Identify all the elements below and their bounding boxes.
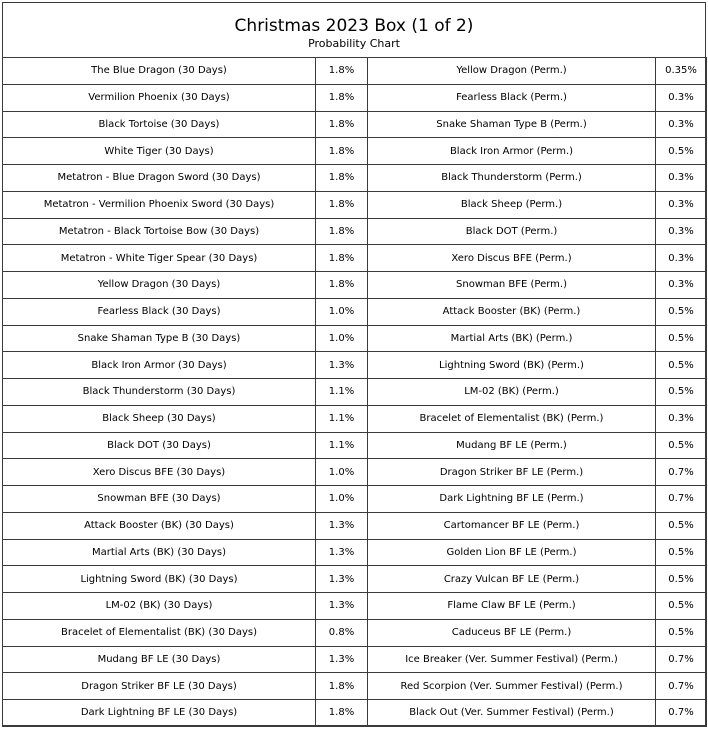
probability-cell: 1.8% [316,138,368,165]
item-name-cell: Lightning Sword (BK) (Perm.) [368,352,656,379]
probability-cell: 0.3% [656,218,707,245]
item-name-cell: Black DOT (Perm.) [368,218,656,245]
item-name-cell: Metatron - Black Tortoise Bow (30 Days) [3,218,316,245]
probability-cell: 0.5% [656,619,707,646]
item-name-cell: Black DOT (30 Days) [3,432,316,459]
item-name-cell: Black Sheep (Perm.) [368,191,656,218]
probability-cell: 1.3% [316,512,368,539]
probability-cell: 0.5% [656,352,707,379]
item-name-cell: Black Tortoise (30 Days) [3,111,316,138]
table-row [3,673,707,700]
probability-cell: 1.0% [316,325,368,352]
probability-cell: 1.3% [316,352,368,379]
probability-cell: 1.8% [316,245,368,272]
probability-cell: 1.0% [316,459,368,486]
probability-cell: 0.7% [656,459,707,486]
probability-cell: 0.3% [656,245,707,272]
item-name-cell: Dark Lightning BF LE (Perm.) [368,486,656,513]
item-name-cell: Xero Discus BFE (Perm.) [368,245,656,272]
item-name-cell: The Blue Dragon (30 Days) [3,58,316,85]
probability-cell: 1.8% [316,84,368,111]
item-name-cell: Snowman BFE (30 Days) [3,486,316,513]
probability-cell: 0.5% [656,379,707,406]
probability-cell: 0.8% [316,619,368,646]
page-subtitle: Probability Chart [308,37,400,50]
item-name-cell: Fearless Black (30 Days) [3,298,316,325]
item-name-cell: Attack Booster (BK) (30 Days) [3,512,316,539]
table-row [3,191,707,218]
page-title: Christmas 2023 Box (1 of 2) [234,16,474,36]
probability-cell: 1.8% [316,191,368,218]
probability-cell: 1.0% [316,486,368,513]
item-name-cell: LM-02 (BK) (Perm.) [368,379,656,406]
item-name-cell: Metatron - White Tiger Spear (30 Days) [3,245,316,272]
item-name-cell: Black Thunderstorm (Perm.) [368,165,656,192]
probability-cell: 0.5% [656,512,707,539]
item-name-cell: Snake Shaman Type B (30 Days) [3,325,316,352]
probability-cell: 0.5% [656,539,707,566]
item-name-cell: Yellow Dragon (30 Days) [3,272,316,299]
table-row [3,272,707,299]
item-name-cell: Snowman BFE (Perm.) [368,272,656,299]
table-row [3,539,707,566]
item-name-cell: Golden Lion BF LE (Perm.) [368,539,656,566]
item-name-cell: Snake Shaman Type B (Perm.) [368,111,656,138]
probability-cell: 1.1% [316,405,368,432]
item-name-cell: Martial Arts (BK) (Perm.) [368,325,656,352]
probability-cell: 0.7% [656,646,707,673]
probability-cell: 0.5% [656,298,707,325]
item-name-cell: LM-02 (BK) (30 Days) [3,593,316,620]
item-name-cell: Ice Breaker (Ver. Summer Festival) (Perm.) [368,646,656,673]
table-row [3,486,707,513]
item-name-cell: Dragon Striker BF LE (Perm.) [368,459,656,486]
table-row [3,593,707,620]
probability-cell: 0.7% [656,486,707,513]
probability-cell: 1.8% [316,165,368,192]
item-name-cell: Lightning Sword (BK) (30 Days) [3,566,316,593]
probability-cell: 0.3% [656,272,707,299]
probability-cell: 0.3% [656,191,707,218]
probability-cell: 0.5% [656,566,707,593]
probability-cell: 0.7% [656,700,707,727]
item-name-cell: Caduceus BF LE (Perm.) [368,619,656,646]
probability-cell: 1.1% [316,379,368,406]
item-name-cell: Black Iron Armor (Perm.) [368,138,656,165]
probability-cell: 0.7% [656,673,707,700]
probability-cell: 1.8% [316,700,368,727]
item-name-cell: Bracelet of Elementalist (BK) (Perm.) [368,405,656,432]
item-name-cell: Fearless Black (Perm.) [368,84,656,111]
item-name-cell: Dragon Striker BF LE (30 Days) [3,673,316,700]
probability-chart [2,2,706,726]
table-row [3,245,707,272]
probability-cell: 0.3% [656,165,707,192]
item-name-cell: Vermilion Phoenix (30 Days) [3,84,316,111]
probability-cell: 1.8% [316,58,368,85]
probability-cell: 1.1% [316,432,368,459]
table-row [3,619,707,646]
probability-cell: 1.8% [316,673,368,700]
table-row [3,379,707,406]
table-row [3,218,707,245]
item-name-cell: Metatron - Blue Dragon Sword (30 Days) [3,165,316,192]
table-row [3,432,707,459]
item-name-cell: Black Out (Ver. Summer Festival) (Perm.) [368,700,656,727]
table-row [3,84,707,111]
table-row [3,352,707,379]
probability-cell: 0.5% [656,432,707,459]
item-name-cell: Dark Lightning BF LE (30 Days) [3,700,316,727]
probability-cell: 0.5% [656,325,707,352]
probability-cell: 0.35% [656,58,707,85]
table-row [3,405,707,432]
item-name-cell: Yellow Dragon (Perm.) [368,58,656,85]
probability-cell: 0.5% [656,138,707,165]
item-name-cell: Mudang BF LE (Perm.) [368,432,656,459]
table-row [3,165,707,192]
probability-cell: 0.3% [656,111,707,138]
chart-header [3,3,705,58]
table-row [3,111,707,138]
table-row [3,566,707,593]
probability-cell: 0.3% [656,84,707,111]
table-row [3,646,707,673]
probability-cell: 1.3% [316,646,368,673]
item-name-cell: Metatron - Vermilion Phoenix Sword (30 Days) [3,191,316,218]
item-name-cell: Mudang BF LE (30 Days) [3,646,316,673]
item-name-cell: Black Sheep (30 Days) [3,405,316,432]
item-name-cell: Crazy Vulcan BF LE (Perm.) [368,566,656,593]
item-name-cell: Xero Discus BFE (30 Days) [3,459,316,486]
item-name-cell: Black Thunderstorm (30 Days) [3,379,316,406]
table-row [3,512,707,539]
table-row [3,700,707,727]
probability-cell: 0.3% [656,405,707,432]
item-name-cell: Red Scorpion (Ver. Summer Festival) (Perm.) [368,673,656,700]
table-row [3,58,707,85]
item-name-cell: Martial Arts (BK) (30 Days) [3,539,316,566]
probability-cell: 1.3% [316,566,368,593]
probability-cell: 1.8% [316,111,368,138]
table-row [3,138,707,165]
probability-cell: 1.3% [316,593,368,620]
item-name-cell: Flame Claw BF LE (Perm.) [368,593,656,620]
item-name-cell: Bracelet of Elementalist (BK) (30 Days) [3,619,316,646]
item-name-cell: Attack Booster (BK) (Perm.) [368,298,656,325]
probability-cell: 0.5% [656,593,707,620]
item-name-cell: Cartomancer BF LE (Perm.) [368,512,656,539]
probability-table [2,57,707,727]
probability-cell: 1.8% [316,272,368,299]
item-name-cell: White Tiger (30 Days) [3,138,316,165]
probability-cell: 1.0% [316,298,368,325]
probability-cell: 1.8% [316,218,368,245]
table-row [3,325,707,352]
probability-rows [3,58,707,727]
table-row [3,298,707,325]
probability-cell: 1.3% [316,539,368,566]
table-row [3,459,707,486]
item-name-cell: Black Iron Armor (30 Days) [3,352,316,379]
